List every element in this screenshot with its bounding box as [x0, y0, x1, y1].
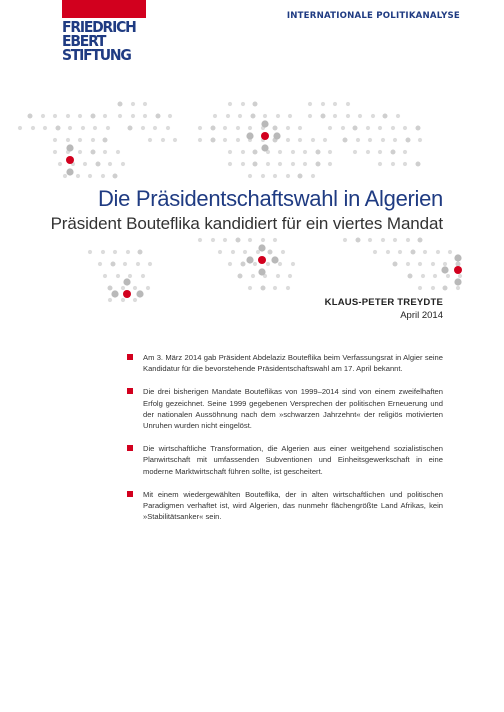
map-dot — [66, 138, 70, 142]
series-title: INTERNATIONALE POLITIKANALYSE — [286, 11, 460, 21]
map-dot — [41, 114, 45, 118]
map-dot — [91, 114, 96, 119]
map-dot — [266, 262, 270, 266]
dot-world-map — [0, 0, 504, 330]
map-dot — [121, 286, 125, 290]
map-dot — [393, 238, 397, 242]
map-dot — [398, 250, 402, 254]
map-dot — [288, 114, 292, 118]
map-dot — [418, 238, 423, 243]
map-dot — [383, 114, 388, 119]
bullet-square-icon — [127, 388, 133, 394]
map-dot — [146, 286, 150, 290]
map-dot — [218, 250, 222, 254]
map-dot — [248, 238, 252, 242]
map-dot — [246, 132, 253, 139]
map-dot — [213, 114, 217, 118]
map-dot — [273, 132, 280, 139]
map-dot — [63, 174, 67, 178]
map-dot — [28, 114, 33, 119]
map-dot — [436, 250, 440, 254]
map-dot — [273, 174, 277, 178]
map-dot — [43, 126, 47, 130]
map-dot — [156, 114, 161, 119]
map-dot — [406, 138, 411, 143]
map-dot — [403, 126, 407, 130]
map-dot — [83, 162, 87, 166]
map-dot — [454, 254, 461, 261]
map-dot — [121, 162, 125, 166]
map-dot — [246, 256, 253, 263]
map-dot — [343, 238, 347, 242]
map-dot — [108, 162, 112, 166]
logo-line-2: EBERT — [62, 32, 106, 50]
map-dot — [253, 162, 258, 167]
map-dot — [258, 244, 265, 251]
map-dot — [238, 274, 243, 279]
map-dot — [378, 126, 382, 130]
map-highlight-dot — [66, 156, 74, 164]
map-dot — [251, 114, 256, 119]
map-dot — [113, 174, 118, 179]
map-dot — [356, 238, 361, 243]
map-dot — [456, 286, 460, 290]
map-dot — [228, 150, 232, 154]
map-dot — [298, 138, 302, 142]
map-dot — [276, 274, 280, 278]
map-dot — [103, 138, 108, 143]
map-dot — [198, 138, 202, 142]
map-dot — [231, 250, 235, 254]
map-dot — [223, 126, 227, 130]
map-dot — [53, 138, 57, 142]
map-dot — [116, 150, 120, 154]
map-dot — [421, 274, 425, 278]
map-dot — [303, 162, 307, 166]
map-dot — [68, 126, 72, 130]
map-dot — [431, 262, 435, 266]
map-highlight-dot — [123, 290, 131, 298]
map-dot — [418, 138, 422, 142]
map-dot — [273, 238, 277, 242]
map-dot — [396, 114, 400, 118]
map-dot — [418, 262, 422, 266]
map-dot — [66, 114, 70, 118]
map-dot — [18, 126, 22, 130]
map-dot — [321, 102, 325, 106]
map-dot — [408, 274, 413, 279]
map-dot — [103, 274, 107, 278]
map-dot — [228, 262, 232, 266]
publication-date: April 2014 — [400, 310, 443, 321]
author-name: KLAUS-PETER TREYDTE — [324, 297, 443, 308]
map-dot — [291, 162, 295, 166]
map-dot — [148, 138, 152, 142]
map-dot — [78, 150, 82, 154]
map-dot — [416, 162, 421, 167]
map-dot — [253, 262, 257, 266]
map-dot — [226, 114, 230, 118]
summary-bullets — [127, 352, 443, 534]
map-dot — [448, 250, 452, 254]
bullet-item: Die wirtschaftliche Transformation, die Algerien aus einer weitgehend sozialistischen Planwirtschaft mit umfassenden Subventionen und Einheitsgewerkschaft in eine moderne Marktwirtschaft führen sollte, ist gescheitert. — [127, 443, 443, 477]
map-dot — [418, 286, 422, 290]
map-dot — [278, 262, 282, 266]
map-dot — [346, 102, 350, 106]
map-dot — [303, 150, 307, 154]
map-dot — [118, 102, 123, 107]
map-dot — [136, 262, 140, 266]
map-dot — [126, 250, 130, 254]
map-dot — [443, 262, 447, 266]
map-dot — [66, 168, 73, 175]
map-dot — [298, 174, 303, 179]
map-dot — [286, 174, 290, 178]
map-highlight-dot — [454, 266, 462, 274]
map-dot — [91, 150, 96, 155]
map-dot — [373, 250, 377, 254]
map-dot — [266, 162, 270, 166]
map-dot — [423, 250, 427, 254]
map-dot — [454, 278, 461, 285]
map-dot — [341, 126, 345, 130]
map-dot — [103, 150, 107, 154]
map-dot — [316, 162, 321, 167]
map-dot — [403, 162, 407, 166]
map-dot — [241, 262, 246, 267]
map-dot — [236, 238, 241, 243]
map-dot — [368, 138, 372, 142]
map-dot — [328, 126, 332, 130]
map-dot — [66, 144, 73, 151]
map-dot — [111, 290, 118, 297]
map-dot — [386, 250, 390, 254]
map-dot — [328, 162, 332, 166]
map-dot — [166, 126, 170, 130]
map-dot — [136, 290, 143, 297]
map-dot — [131, 114, 135, 118]
map-dot — [236, 138, 240, 142]
map-dot — [381, 138, 385, 142]
map-dot — [261, 238, 265, 242]
map-dot — [261, 286, 266, 291]
map-dot — [281, 250, 285, 254]
map-dot — [228, 162, 232, 166]
map-dot — [91, 138, 95, 142]
map-dot — [356, 138, 360, 142]
map-dot — [248, 126, 252, 130]
map-dot — [251, 274, 255, 278]
map-dot — [133, 286, 137, 290]
map-dot — [101, 174, 105, 178]
map-dot — [391, 150, 396, 155]
map-dot — [403, 150, 407, 154]
map-dot — [393, 262, 398, 267]
map-highlight-dot — [261, 132, 269, 140]
map-dot — [161, 138, 165, 142]
bullet-square-icon — [127, 445, 133, 451]
map-dot — [223, 138, 227, 142]
map-dot — [108, 286, 113, 291]
map-dot — [278, 150, 282, 154]
map-dot — [141, 274, 145, 278]
map-dot — [123, 262, 127, 266]
map-dot — [286, 286, 290, 290]
map-dot — [371, 114, 375, 118]
map-dot — [263, 114, 267, 118]
map-dot — [81, 126, 85, 130]
map-dot — [308, 102, 312, 106]
map-dot — [391, 126, 395, 130]
map-dot — [116, 274, 120, 278]
map-dot — [353, 150, 357, 154]
map-dot — [248, 286, 252, 290]
map-dot — [258, 268, 265, 275]
map-dot — [148, 262, 152, 266]
map-dot — [308, 114, 312, 118]
map-dot — [96, 162, 101, 167]
map-dot — [391, 162, 395, 166]
map-dot — [286, 138, 290, 142]
map-dot — [128, 126, 133, 131]
map-dot — [273, 126, 278, 131]
map-dot — [103, 114, 107, 118]
map-dot — [198, 126, 202, 130]
map-dot — [343, 138, 348, 143]
map-dot — [378, 162, 382, 166]
map-dot — [278, 162, 282, 166]
map-dot — [53, 150, 57, 154]
map-dot — [431, 286, 435, 290]
map-dot — [241, 102, 245, 106]
map-dot — [78, 138, 82, 142]
map-dot — [358, 114, 362, 118]
map-dot — [236, 126, 240, 130]
map-dot — [123, 278, 130, 285]
map-dot — [253, 102, 258, 107]
map-dot — [311, 174, 315, 178]
map-dot — [211, 138, 216, 143]
bullet-square-icon — [127, 354, 133, 360]
map-dot — [108, 298, 112, 302]
map-dot — [118, 114, 122, 118]
bullet-square-icon — [127, 491, 133, 497]
map-dot — [456, 262, 461, 267]
map-dot — [291, 150, 295, 154]
map-dot — [273, 286, 277, 290]
map-dot — [323, 138, 327, 142]
map-dot — [321, 114, 326, 119]
map-dot — [458, 274, 462, 278]
map-dot — [333, 114, 337, 118]
map-dot — [98, 262, 102, 266]
map-dot — [56, 126, 61, 131]
map-dot — [241, 150, 245, 154]
map-dot — [286, 126, 290, 130]
map-dot — [291, 262, 295, 266]
map-dot — [311, 138, 315, 142]
map-dot — [433, 274, 437, 278]
map-dot — [316, 150, 321, 155]
map-dot — [111, 262, 116, 267]
logo-line-1: FRIEDRICH — [62, 18, 136, 36]
map-dot — [353, 126, 358, 131]
map-dot — [378, 150, 382, 154]
map-dot — [406, 238, 410, 242]
map-dot — [366, 126, 370, 130]
map-dot — [248, 174, 252, 178]
map-dot — [76, 174, 80, 178]
map-dot — [411, 250, 416, 255]
map-dot — [328, 150, 332, 154]
map-dot — [138, 250, 143, 255]
map-dot — [333, 102, 337, 106]
map-dot — [228, 102, 232, 106]
map-dot — [88, 174, 92, 178]
document-title: Die Präsidentschaftswahl in Algerien — [97, 186, 443, 211]
map-dot — [406, 262, 410, 266]
map-dot — [416, 126, 421, 131]
map-dot — [211, 126, 216, 131]
map-dot — [243, 250, 247, 254]
map-dot — [141, 126, 145, 130]
map-dot — [173, 138, 177, 142]
map-dot — [143, 114, 147, 118]
map-dot — [168, 114, 172, 118]
map-dot — [131, 102, 135, 106]
map-dot — [101, 250, 105, 254]
map-dot — [128, 274, 132, 278]
map-dot — [393, 138, 397, 142]
map-dot — [78, 114, 82, 118]
map-dot — [346, 114, 350, 118]
map-dot — [106, 126, 110, 130]
map-dot — [446, 274, 450, 278]
map-dot — [261, 144, 268, 151]
map-dot — [211, 238, 215, 242]
map-dot — [271, 256, 278, 263]
map-dot — [381, 238, 385, 242]
map-dot — [268, 250, 273, 255]
map-dot — [113, 250, 117, 254]
map-dot — [253, 150, 258, 155]
map-dot — [88, 250, 92, 254]
map-dot — [153, 126, 157, 130]
map-dot — [31, 126, 35, 130]
map-dot — [441, 266, 448, 273]
map-dot — [223, 238, 227, 242]
map-dot — [443, 286, 448, 291]
document-subtitle: Präsident Bouteflika kandidiert für ein viertes Mandat — [50, 214, 443, 233]
map-highlight-dot — [258, 256, 266, 264]
map-dot — [298, 126, 302, 130]
map-dot — [368, 238, 372, 242]
map-dot — [58, 162, 62, 166]
map-dot — [133, 298, 137, 302]
map-dot — [366, 150, 370, 154]
map-dot — [93, 126, 97, 130]
bullet-item: Am 3. März 2014 gab Präsident Abdelaziz Bouteflika beim Verfassungsrat in Algier seine Kandidatur für die bevorstehende Präsidentschaftswahl am 17. April bekannt. — [127, 352, 443, 374]
map-dot — [276, 114, 280, 118]
map-dot — [241, 162, 245, 166]
map-dot — [261, 174, 265, 178]
logo-line-3: STIFTUNG — [62, 46, 131, 64]
map-dot — [198, 238, 202, 242]
map-dot — [261, 120, 268, 127]
map-dot — [121, 298, 125, 302]
map-dot — [53, 114, 57, 118]
map-dot — [143, 102, 147, 106]
bullet-item: Die drei bisherigen Mandate Bouteflikas von 1999–2014 sind von einem zweifelhaften Erfolg gezeichnet. Seine 1999 gegebenen Versprechen der politischen Erneuerung und der nationalen Aussöhnung nach dem »schwarzen Jahrzehnt« der religiös motivierten Unruhen wurden nicht eingelöst. — [127, 386, 443, 431]
map-dot — [288, 274, 292, 278]
map-dot — [238, 114, 242, 118]
bullet-item: Mit einem wiedergewählten Bouteflika, der in alten wirtschaftlichen und politischen Paradigmen verhaftet ist, wird Algerien, das nunmehr flächengrößte Land Afrikas, kein »Stabilitätsanker« sein. — [127, 489, 443, 523]
